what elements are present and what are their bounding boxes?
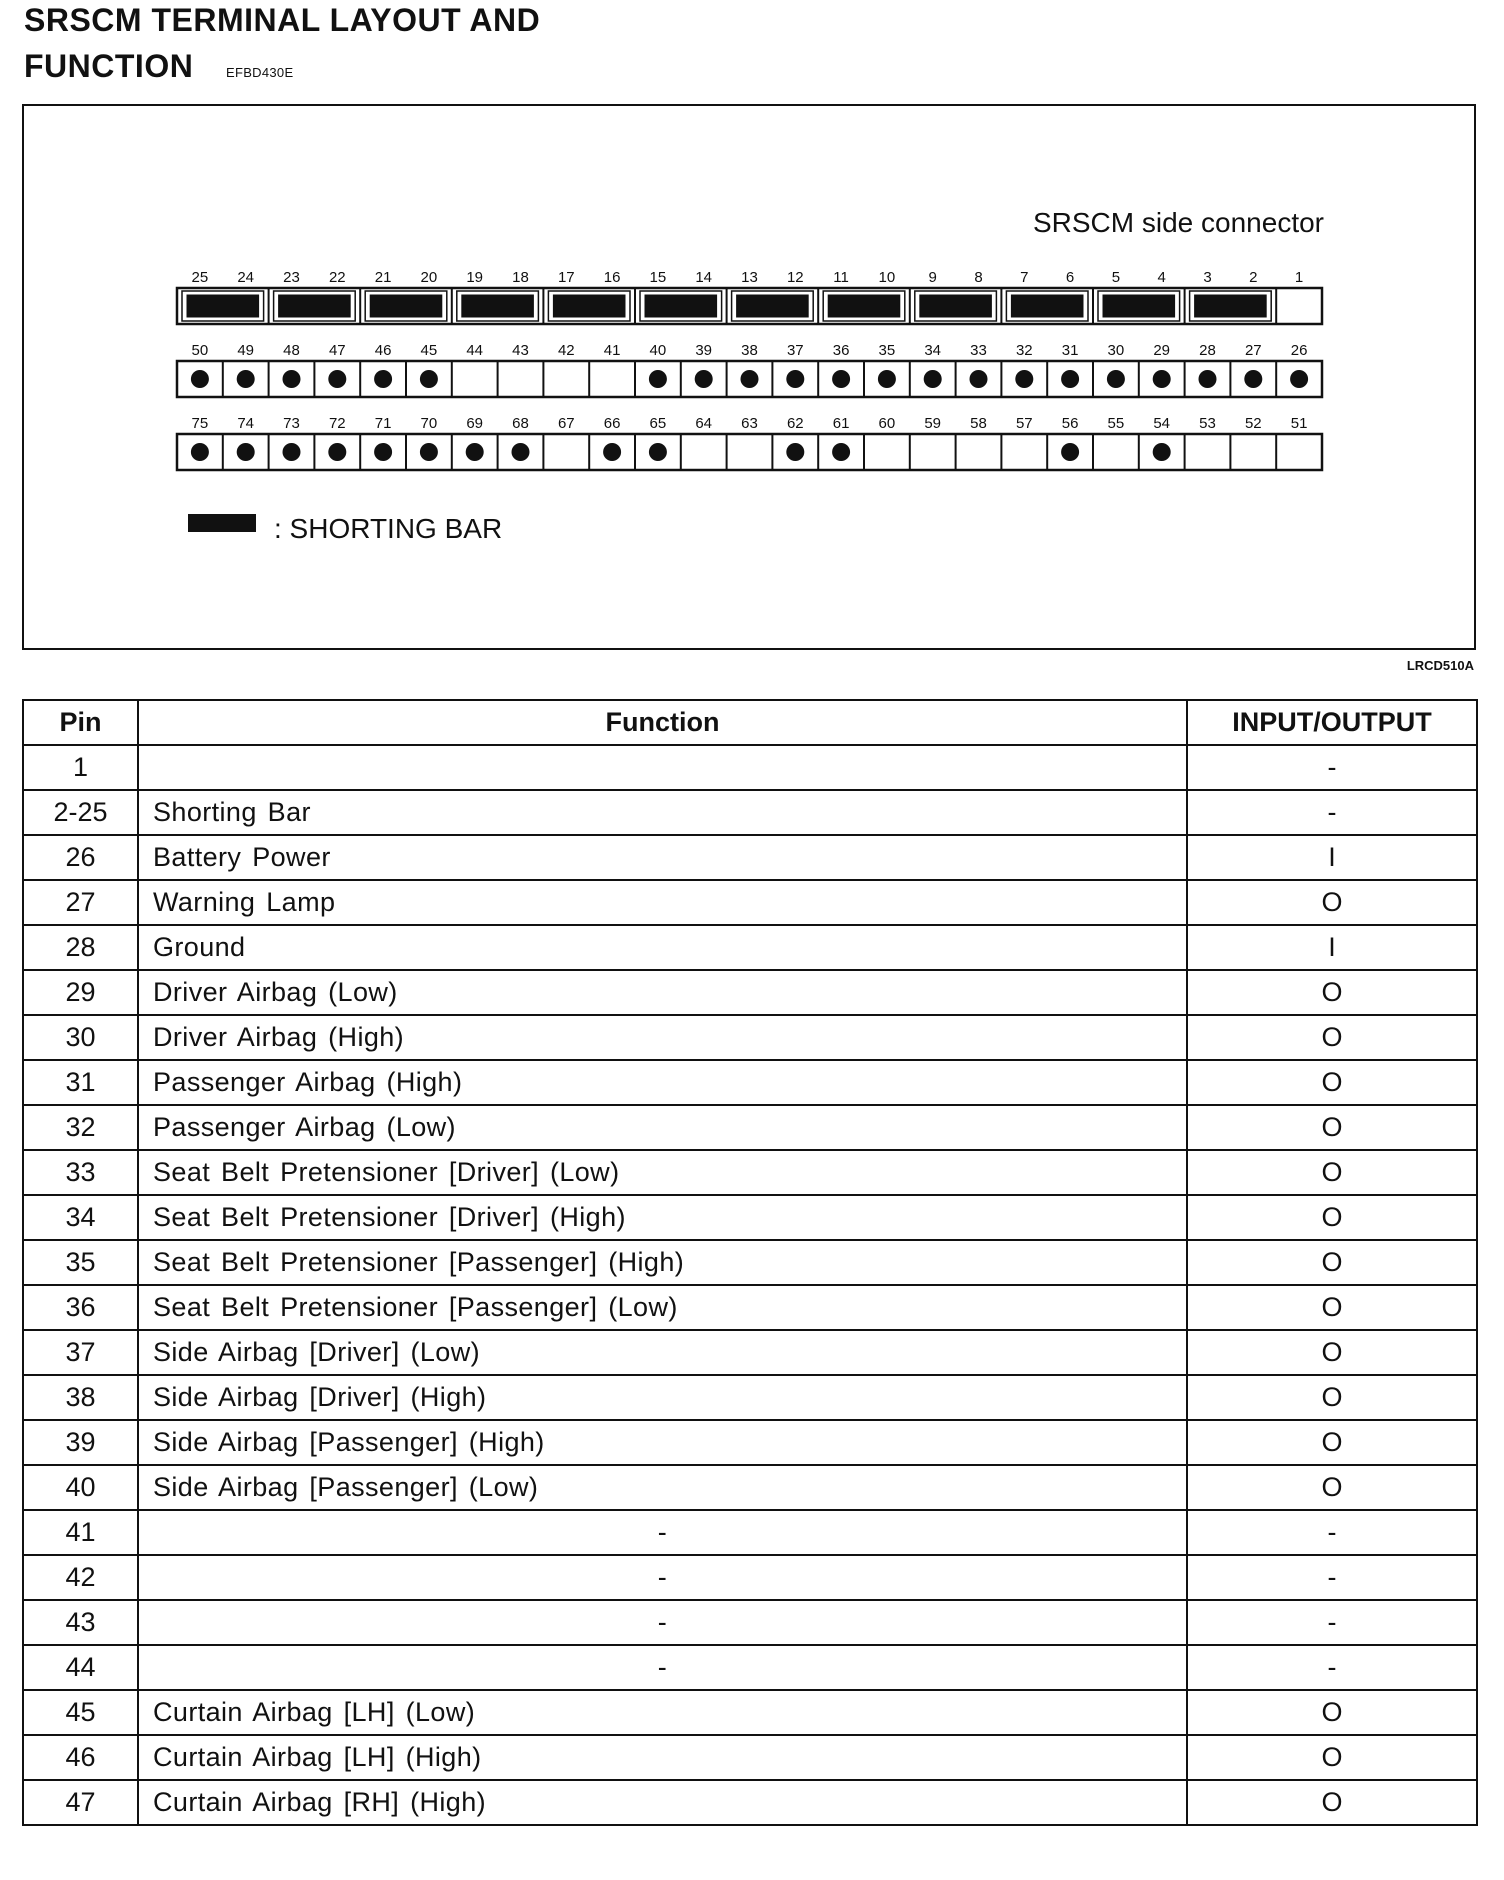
- pin-number-label: 2: [1249, 269, 1258, 286]
- pin-terminal-47: [328, 370, 346, 388]
- pin-terminal-35: [878, 370, 896, 388]
- pin-number-label: 34: [924, 342, 942, 359]
- function-cell: Passenger Airbag (High): [138, 1060, 1187, 1105]
- pin-number-label: 17: [557, 269, 575, 286]
- legend-label: : SHORTING BAR: [274, 513, 503, 544]
- pin-number-label: 46: [374, 342, 392, 359]
- pin-number-label: 6: [1065, 269, 1075, 286]
- table-row: [23, 1690, 1477, 1735]
- io-cell: O: [1187, 1780, 1477, 1825]
- pin-number-label: 7: [1020, 269, 1029, 286]
- io-cell: O: [1187, 970, 1477, 1015]
- pin-number-label: 50: [191, 342, 209, 359]
- table-row: [23, 1150, 1477, 1195]
- table-row: [23, 1105, 1477, 1150]
- shorting-bar: [1195, 295, 1267, 317]
- figure-code: LRCD510A: [1406, 658, 1474, 673]
- table-row: [23, 790, 1477, 835]
- pin-number-label: 74: [237, 415, 255, 432]
- pin-number-label: 41: [603, 342, 621, 359]
- io-cell: O: [1187, 1150, 1477, 1195]
- table-row: [23, 1060, 1477, 1105]
- pin-cell: 2-25: [23, 790, 138, 835]
- pin-cell: 40: [23, 1465, 138, 1510]
- shorting-bar: [370, 295, 442, 317]
- pin-terminal-56: [1061, 443, 1079, 461]
- pin-number-label: 67: [557, 415, 575, 432]
- pin-cell: 46: [23, 1735, 138, 1780]
- pin-number-label: 57: [1015, 415, 1033, 432]
- pin-number-label: 33: [970, 342, 987, 359]
- io-cell: O: [1187, 1240, 1477, 1285]
- shorting-bar: [279, 295, 351, 317]
- pin-terminal-73: [283, 443, 301, 461]
- function-cell: Ground: [138, 925, 1187, 970]
- pin-number-label: 28: [1199, 342, 1216, 359]
- shorting-bar: [645, 295, 717, 317]
- pin-terminal-65: [649, 443, 667, 461]
- pin-cell: 39: [23, 1420, 138, 1465]
- io-cell: O: [1187, 1465, 1477, 1510]
- table-row: [23, 835, 1477, 880]
- pin-terminal-68: [512, 443, 530, 461]
- pin-cell: 26: [23, 835, 138, 880]
- function-cell: Passenger Airbag (Low): [138, 1105, 1187, 1150]
- pin-number-label: 72: [328, 415, 346, 432]
- pin-number-label: 61: [832, 415, 850, 432]
- pin-number-label: 8: [974, 269, 983, 286]
- pin-number-label: 49: [237, 342, 255, 359]
- io-cell: O: [1187, 1330, 1477, 1375]
- pin-cell: 36: [23, 1285, 138, 1330]
- pin-terminal-32: [1015, 370, 1033, 388]
- function-cell: Side Airbag [Driver] (High): [138, 1375, 1187, 1420]
- pin-terminal-38: [741, 370, 759, 388]
- pin-number-label: 43: [512, 342, 529, 359]
- io-cell: O: [1187, 1195, 1477, 1240]
- pin-terminal-33: [970, 370, 988, 388]
- pin-number-label: 5: [1111, 269, 1121, 286]
- function-cell: Side Airbag [Passenger] (Low): [138, 1465, 1187, 1510]
- pin-number-label: 14: [695, 269, 713, 286]
- io-cell: -: [1187, 745, 1477, 790]
- shorting-bar: [737, 295, 809, 317]
- function-cell: Curtain Airbag [RH] (High): [138, 1780, 1187, 1825]
- function-cell: Shorting Bar: [138, 790, 1187, 835]
- table-row: [23, 1555, 1477, 1600]
- shorting-bar: [828, 295, 900, 317]
- table-row: [23, 925, 1477, 970]
- function-cell: Seat Belt Pretensioner [Passenger] (Low): [138, 1285, 1187, 1330]
- table-row: [23, 1015, 1477, 1060]
- shorting-bar: [553, 295, 625, 317]
- pin-terminal-71: [374, 443, 392, 461]
- io-cell: O: [1187, 1105, 1477, 1150]
- table-row: [23, 1780, 1477, 1825]
- pin-number-label: 53: [1199, 415, 1216, 432]
- pin-number-label: 21: [374, 269, 392, 286]
- table-row: [23, 1465, 1477, 1510]
- table-row: [23, 1375, 1477, 1420]
- pin-number-label: 60: [878, 415, 896, 432]
- pin-number-label: 37: [786, 342, 804, 359]
- pin-number-label: 24: [237, 269, 255, 286]
- pin-cell: 38: [23, 1375, 138, 1420]
- table-row: [23, 1240, 1477, 1285]
- pin-number-label: 20: [420, 269, 438, 286]
- pin-terminal-29: [1153, 370, 1171, 388]
- pin-number-label: 75: [191, 415, 209, 432]
- io-cell: O: [1187, 1060, 1477, 1105]
- pin-number-label: 70: [420, 415, 438, 432]
- pin-number-label: 15: [649, 269, 667, 286]
- pin-terminal-61: [832, 443, 850, 461]
- connector-pin-rows: [177, 269, 1322, 470]
- function-column-header: Function: [138, 700, 1187, 745]
- pin-number-label: 38: [741, 342, 758, 359]
- pin-number-label: 48: [283, 342, 300, 359]
- pin-number-label: 36: [832, 342, 850, 359]
- io-cell: -: [1187, 1555, 1477, 1600]
- pin-number-label: 10: [878, 269, 896, 286]
- shorting-bar: [1011, 295, 1083, 317]
- pin-number-label: 16: [603, 269, 621, 286]
- document-code: EFBD430E: [226, 65, 294, 80]
- pin-cell: 35: [23, 1240, 138, 1285]
- pin-number-label: 59: [924, 415, 942, 432]
- table-header-row: [23, 700, 1477, 745]
- pin-terminal-69: [466, 443, 484, 461]
- io-cell: -: [1187, 1600, 1477, 1645]
- pin-number-label: 63: [741, 415, 758, 432]
- table-row: [23, 745, 1477, 790]
- io-cell: O: [1187, 1690, 1477, 1735]
- pin-terminal-34: [924, 370, 942, 388]
- pin-terminal-50: [191, 370, 209, 388]
- pin-column-header: Pin: [23, 700, 138, 745]
- function-cell: Driver Airbag (Low): [138, 970, 1187, 1015]
- pin-number-label: 54: [1153, 415, 1171, 432]
- pin-cell: 41: [23, 1510, 138, 1555]
- pin-cell: 34: [23, 1195, 138, 1240]
- pin-cell: 31: [23, 1060, 138, 1105]
- pin-terminal-37: [786, 370, 804, 388]
- pin-number-label: 26: [1290, 342, 1308, 359]
- pin-terminal-30: [1107, 370, 1125, 388]
- connector-label: SRSCM side connector: [1032, 207, 1324, 238]
- pin-number-label: 69: [466, 415, 484, 432]
- io-cell: I: [1187, 925, 1477, 970]
- function-cell: Warning Lamp: [138, 880, 1187, 925]
- shorting-bar: [462, 295, 534, 317]
- pin-number-label: 1: [1294, 269, 1304, 286]
- pin-cell: 33: [23, 1150, 138, 1195]
- pin-terminal-45: [420, 370, 438, 388]
- pin-number-label: 68: [512, 415, 529, 432]
- pin-terminal-27: [1244, 370, 1262, 388]
- pin-number-label: 66: [603, 415, 621, 432]
- pin-number-label: 9: [928, 269, 937, 286]
- table-row: [23, 1420, 1477, 1465]
- pin-number-label: 62: [786, 415, 804, 432]
- pin-number-label: 52: [1244, 415, 1262, 432]
- pin-terminal-72: [328, 443, 346, 461]
- page-title-line-1: SRSCM TERMINAL LAYOUT AND: [24, 2, 541, 38]
- shorting-bar: [187, 295, 259, 317]
- pin-number-label: 71: [374, 415, 392, 432]
- table-row: [23, 880, 1477, 925]
- pin-number-label: 31: [1061, 342, 1079, 359]
- connector-row-3: [177, 434, 1322, 470]
- pin-number-label: 32: [1015, 342, 1033, 359]
- function-cell: Seat Belt Pretensioner [Driver] (High): [138, 1195, 1187, 1240]
- pin-cell: 29: [23, 970, 138, 1015]
- io-cell: O: [1187, 1375, 1477, 1420]
- table-row: [23, 970, 1477, 1015]
- io-cell: -: [1187, 1645, 1477, 1690]
- table-row: [23, 1510, 1477, 1555]
- pin-number-label: 51: [1290, 415, 1308, 432]
- pin-cell: 32: [23, 1105, 138, 1150]
- function-cell: Side Airbag [Passenger] (High): [138, 1420, 1187, 1465]
- function-cell: Seat Belt Pretensioner [Driver] (Low): [138, 1150, 1187, 1195]
- pin-number-label: 4: [1157, 269, 1166, 286]
- table-row: [23, 1285, 1477, 1330]
- pin-number-label: 45: [420, 342, 438, 359]
- pin-number-label: 22: [328, 269, 346, 286]
- table-row: [23, 1330, 1477, 1375]
- pin-number-label: 11: [833, 269, 849, 286]
- table-row: [23, 1600, 1477, 1645]
- pin-cell: 28: [23, 925, 138, 970]
- pin-number-label: 40: [649, 342, 667, 359]
- shorting-bar: [920, 295, 992, 317]
- pin-terminal-46: [374, 370, 392, 388]
- pin-number-label: 27: [1244, 342, 1262, 359]
- pin-cell: 43: [23, 1600, 138, 1645]
- pin-number-label: 13: [741, 269, 758, 286]
- pin-terminal-36: [832, 370, 850, 388]
- io-column-header: INPUT/OUTPUT: [1187, 700, 1477, 745]
- pin-terminal-49: [237, 370, 255, 388]
- function-cell: Seat Belt Pretensioner [Passenger] (High): [138, 1240, 1187, 1285]
- pin-terminal-66: [603, 443, 621, 461]
- io-cell: I: [1187, 835, 1477, 880]
- pin-number-label: 73: [283, 415, 300, 432]
- pin-number-label: 47: [328, 342, 346, 359]
- pin-cell: 1: [23, 745, 138, 790]
- pin-number-label: 65: [649, 415, 667, 432]
- pin-number-label: 56: [1061, 415, 1079, 432]
- io-cell: O: [1187, 1285, 1477, 1330]
- function-cell: Curtain Airbag [LH] (High): [138, 1735, 1187, 1780]
- pin-terminal-28: [1199, 370, 1217, 388]
- io-cell: O: [1187, 880, 1477, 925]
- function-cell: -: [138, 1555, 1187, 1600]
- pin-number-label: 44: [466, 342, 484, 359]
- table-row: [23, 1735, 1477, 1780]
- shorting-bar: [1103, 295, 1175, 317]
- function-cell: Battery Power: [138, 835, 1187, 880]
- pin-number-label: 39: [695, 342, 713, 359]
- function-cell: -: [138, 1600, 1187, 1645]
- pin-number-label: 55: [1107, 415, 1125, 432]
- io-cell: O: [1187, 1735, 1477, 1780]
- connector-diagram: [0, 0, 1504, 660]
- page-title-line-2: FUNCTION: [24, 48, 194, 84]
- pin-terminal-26: [1290, 370, 1308, 388]
- pin-terminal-62: [786, 443, 804, 461]
- pin-number-label: 29: [1153, 342, 1171, 359]
- pin-cell: 30: [23, 1015, 138, 1060]
- pin-cell: 45: [23, 1690, 138, 1735]
- pin-terminal-70: [420, 443, 438, 461]
- pin-cell: 27: [23, 880, 138, 925]
- pin-terminal-40: [649, 370, 667, 388]
- pin-cell: 42: [23, 1555, 138, 1600]
- pin-terminal-39: [695, 370, 713, 388]
- pin-terminal-75: [191, 443, 209, 461]
- pin-number-label: 12: [786, 269, 804, 286]
- pin-number-label: 3: [1203, 269, 1212, 286]
- legend-shorting-bar-swatch: [188, 514, 256, 532]
- pin-terminal-54: [1153, 443, 1171, 461]
- function-cell: -: [138, 1510, 1187, 1555]
- function-cell: Side Airbag [Driver] (Low): [138, 1330, 1187, 1375]
- pin-cell: 47: [23, 1780, 138, 1825]
- pin-cell: 37: [23, 1330, 138, 1375]
- pin-number-label: 30: [1107, 342, 1125, 359]
- pin-number-label: 19: [466, 269, 484, 286]
- pin-number-label: 58: [970, 415, 987, 432]
- pin-number-label: 42: [557, 342, 575, 359]
- function-cell: -: [138, 1645, 1187, 1690]
- function-cell: Driver Airbag (High): [138, 1015, 1187, 1060]
- function-cell: Curtain Airbag [LH] (Low): [138, 1690, 1187, 1735]
- pin-terminal-48: [283, 370, 301, 388]
- pin-number-label: 18: [512, 269, 529, 286]
- pin-terminal-31: [1061, 370, 1079, 388]
- table-row: [23, 1645, 1477, 1690]
- function-cell: [138, 745, 1187, 790]
- io-cell: O: [1187, 1420, 1477, 1465]
- table-row: [23, 1195, 1477, 1240]
- pin-number-label: 64: [695, 415, 713, 432]
- pin-number-label: 25: [191, 269, 209, 286]
- io-cell: O: [1187, 1015, 1477, 1060]
- pin-number-label: 23: [283, 269, 300, 286]
- pin-function-table: [22, 699, 1478, 1826]
- pin-terminal-74: [237, 443, 255, 461]
- pin-number-label: 35: [878, 342, 896, 359]
- io-cell: -: [1187, 790, 1477, 835]
- io-cell: -: [1187, 1510, 1477, 1555]
- pin-cell: 44: [23, 1645, 138, 1690]
